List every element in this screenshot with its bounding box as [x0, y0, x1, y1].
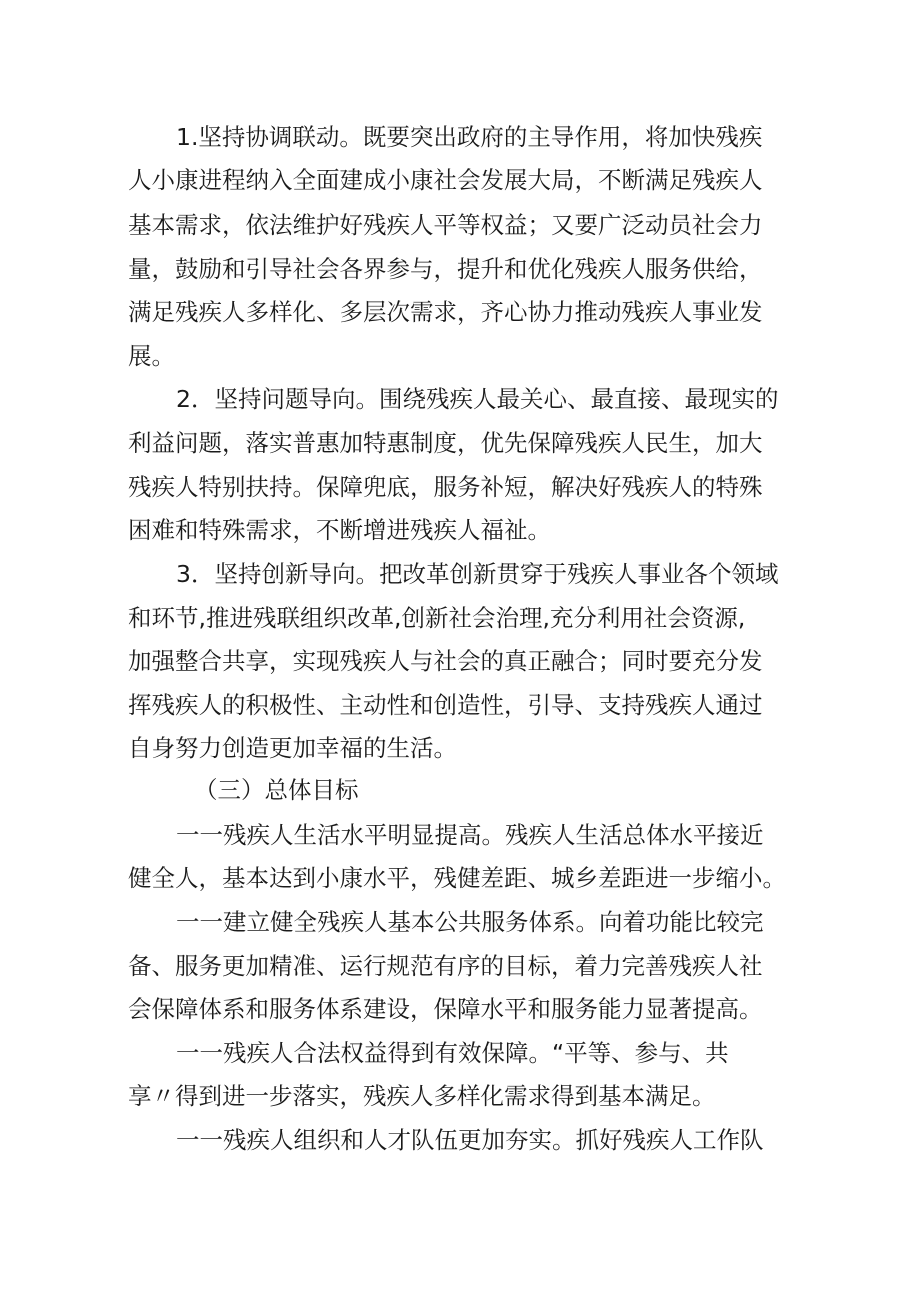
- paragraph-line: 一一残疾人合法权益得到有效保障。“平等、参与、共: [176, 1039, 729, 1067]
- paragraph-line: 自身努力创造更加幸福的生活。: [128, 734, 457, 762]
- paragraph-line: 一一建立健全残疾人基本公共服务体系。向着功能比较完: [176, 908, 764, 936]
- paragraph-line: 满足残疾人多样化、多层次需求，齐心协力推动残疾人事业发: [128, 298, 763, 326]
- paragraph-line: 健全人，基本达到小康水平，残健差距、城乡差距进一步缩小。: [128, 864, 786, 892]
- paragraph-line: 困难和特殊需求，不断增进残疾人福祉。: [128, 516, 551, 544]
- paragraph-line: 2．坚持问题导向。围绕残疾人最关心、最直接、最现实的: [176, 385, 779, 413]
- paragraph-line: 展。: [128, 342, 175, 370]
- paragraph-line: 基本需求，依法维护好残疾人平等权益；又要广泛动员社会力: [128, 211, 763, 239]
- paragraph-line: 一一残疾人生活水平明显提高。残疾人生活总体水平接近: [176, 821, 764, 849]
- paragraph-line: 享〃得到进一步落实，残疾人多样化需求得到基本满足。: [128, 1082, 716, 1110]
- section-heading: （三）总体目标: [194, 776, 359, 804]
- paragraph-line: 一一残疾人组织和人才队伍更加夯实。抓好残疾人工作队: [176, 1126, 764, 1154]
- paragraph-line: 量，鼓励和引导社会各界参与，提升和优化残疾人服务供给，: [128, 255, 763, 283]
- paragraph-line: 加强整合共享，实现残疾人与社会的真正融合；同时要充分发: [128, 647, 763, 675]
- paragraph-line: 和环节,推进残联组织改革,创新社会治理,充分利用社会资源,: [128, 604, 746, 632]
- paragraph-line: 备、服务更加精准、运行规范有序的目标，着力完善残疾人社: [128, 952, 763, 980]
- paragraph-line: 人小康进程纳入全面建成小康社会发展大局，不断满足残疾人: [128, 166, 763, 194]
- paragraph-line: 利益问题，落实普惠加特惠制度，优先保障残疾人民生，加大: [128, 429, 763, 457]
- paragraph-line: 3．坚持创新导向。把改革创新贯穿于残疾人事业各个领域: [176, 560, 779, 588]
- paragraph-line: 1.坚持协调联动。既要突出政府的主导作用，将加快残疾: [176, 123, 763, 151]
- paragraph-line: 残疾人特别扶持。保障兜底，服务补短，解决好残疾人的特殊: [128, 473, 763, 501]
- paragraph-line: 挥残疾人的积极性、主动性和创造性，引导、支持残疾人通过: [128, 691, 763, 719]
- paragraph-line: 会保障体系和服务体系建设，保障水平和服务能力显著提高。: [128, 995, 763, 1023]
